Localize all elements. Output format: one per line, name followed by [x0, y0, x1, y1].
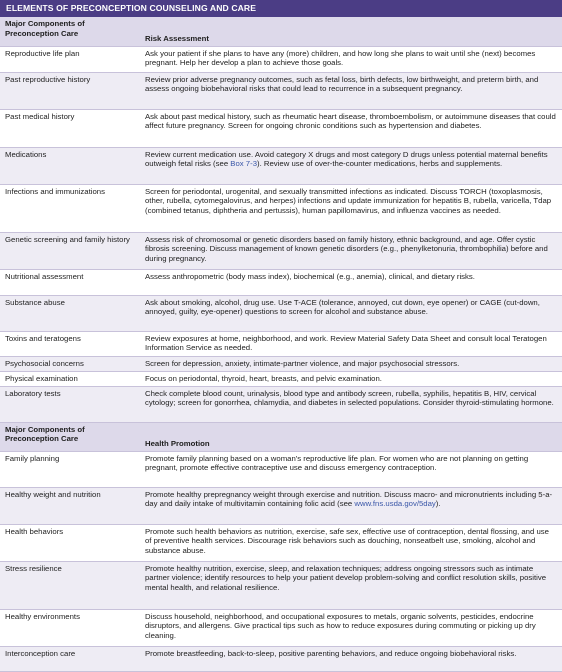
row-description: Promote such health behaviors as nutrition, exercise, safe sex, effective use of contraception, dental flossing, and use of preventive health services. Discourage risk behaviors such as douching, nonseatbelt use, smoking, alcohol and substance abuse.: [139, 524, 562, 561]
row-component: Reproductive life plan: [0, 46, 139, 72]
table-row: [0, 269, 562, 295]
header-components: Major Components of Preconception Care: [0, 17, 139, 46]
row-description: Screen for depression, anxiety, intimate-partner violence, and major psychosocial stressors.: [139, 356, 562, 371]
row-component: Interconception care: [0, 646, 139, 671]
table-row: [0, 184, 562, 232]
health-section-header: [0, 422, 562, 451]
table-row: [0, 109, 562, 147]
table-row: [0, 646, 562, 671]
row-description: Ask about past medical history, such as rheumatic heart disease, thromboembolism, or autoimmune diseases that could affect future pregnancy. Screen for ongoing chronic conditions such as hypertension and diabetes.: [139, 109, 562, 147]
row-component: Infections and immunizations: [0, 184, 139, 232]
row-component: Healthy environments: [0, 609, 139, 646]
row-component: Substance abuse: [0, 295, 139, 331]
table-row: [0, 331, 562, 356]
table-row: [0, 356, 562, 371]
row-description: Review prior adverse pregnancy outcomes, such as fetal loss, birth defects, low birthweight, and preterm birth, and assess ongoing biobehavioral risks that could lead to recurrence in a subsequent pregnancy.: [139, 72, 562, 109]
header-health-promotion: Health Promotion: [139, 422, 562, 451]
risk-section-header: [0, 17, 562, 46]
row-component: Psychosocial concerns: [0, 356, 139, 371]
row-component: Laboratory tests: [0, 386, 139, 422]
row-component: Genetic screening and family history: [0, 232, 139, 269]
table-row: [0, 609, 562, 646]
row-description: [139, 487, 562, 524]
header-risk-assessment: Risk Assessment: [139, 17, 562, 46]
row-component: Nutritional assessment: [0, 269, 139, 295]
box-reference-link[interactable]: Box 7-3: [230, 159, 258, 169]
row-description: Review exposures at home, neighborhood, and work. Review Material Safety Data Sheet and consult local Teratogen Information Service as needed.: [139, 331, 562, 356]
table-row: [0, 72, 562, 109]
row-text: ). Review use of over-the-counter medications, herbs and supplements.: [257, 159, 503, 169]
row-description: Discuss household, neighborhood, and occupational exposures to metals, organic solvents, pesticides, endocrine disruptors, and allergens. Give practical tips such as how to reduce exposures during commuting or picking up dry cleaning.: [139, 609, 562, 646]
table-title: ELEMENTS OF PRECONCEPTION COUNSELING AND CARE: [0, 0, 562, 17]
row-component: Family planning: [0, 451, 139, 487]
preconception-table: [0, 17, 562, 672]
table-row: [0, 451, 562, 487]
row-component: Stress resilience: [0, 561, 139, 609]
row-text: Review current medication use. Avoid category X drugs and most category D drugs unless potential maternal benefits outweigh fetal risks (see: [145, 149, 548, 169]
row-description: Promote family planning based on a woman's reproductive life plan. For women who are not planning on getting pregnant, promote effective contraceptive use and discuss emergency contraception.: [139, 451, 562, 487]
table-row: [0, 561, 562, 609]
row-description: Ask about smoking, alcohol, drug use. Use T-ACE (tolerance, annoyed, cut down, eye opener) or CAGE (cut-down, annoyed, guilty, eye-opener) questions to screen for alcohol and substance abuse.: [139, 295, 562, 331]
table-row: [0, 524, 562, 561]
row-text: Promote healthy prepregnancy weight through exercise and nutrition. Discuss macro- and micronutrients including 5-a-day and daily intake of multivitamin containing folic acid (see: [145, 489, 553, 509]
row-description: Promote breastfeeding, back-to-sleep, positive parenting behaviors, and reduce ongoing biobehavioral risks.: [139, 646, 562, 671]
table-row: [0, 487, 562, 524]
row-component: Health behaviors: [0, 524, 139, 561]
row-description: Promote healthy nutrition, exercise, sleep, and relaxation techniques; address ongoing stressors such as intimate partner violence; identify resources to help your patient develop problem-solving and conflict resolution skills, positive mental health, and relational resilience.: [139, 561, 562, 609]
row-description: Focus on periodontal, thyroid, heart, breasts, and pelvic examination.: [139, 371, 562, 386]
row-component: Past medical history: [0, 109, 139, 147]
table-row: [0, 46, 562, 72]
row-component: Toxins and teratogens: [0, 331, 139, 356]
table-row: [0, 371, 562, 386]
row-component: Medications: [0, 147, 139, 184]
row-description: Screen for periodontal, urogenital, and sexually transmitted infections as indicated. Discuss TORCH (toxoplasmosis, other, rubella, cytomegalovirus, and herpes) infections and update immunization for hepatitis B, rubella, varicella, Tdap (combined tetanus, diphtheria and pertussis), human papillomavirus, and influenza vaccines as needed.: [139, 184, 562, 232]
row-description: [139, 147, 562, 184]
header-components: Major Components of Preconception Care: [0, 422, 139, 451]
row-component: Physical examination: [0, 371, 139, 386]
table-row: [0, 386, 562, 422]
usda-link[interactable]: www.fns.usda.gov/5day: [354, 499, 436, 509]
table-row: [0, 295, 562, 331]
row-text: ).: [435, 499, 441, 509]
row-description: Check complete blood count, urinalysis, blood type and antibody screen, rubella, syphilis, hepatitis B, HIV, cervical cytology; screen for gonorrhea, chlamydia, and diabetes in selected populations. Consider thyroid-stimulating hormone.: [139, 386, 562, 422]
table-row: [0, 147, 562, 184]
row-description: Assess risk of chromosomal or genetic disorders based on family history, ethnic background, and age. Offer cystic fibrosis screening. Discuss management of known genetic disorders (e.g., phenylketonuria, thrombophilia) before and during pregnancy.: [139, 232, 562, 269]
table-row: [0, 232, 562, 269]
row-description: Assess anthropometric (body mass index), biochemical (e.g., anemia), clinical, and dietary risks.: [139, 269, 562, 295]
row-description: Ask your patient if she plans to have any (more) children, and how long she plans to wait until she (next) becomes pregnant. Help her develop a plan to achieve those goals.: [139, 46, 562, 72]
row-component: Healthy weight and nutrition: [0, 487, 139, 524]
row-component: Past reproductive history: [0, 72, 139, 109]
